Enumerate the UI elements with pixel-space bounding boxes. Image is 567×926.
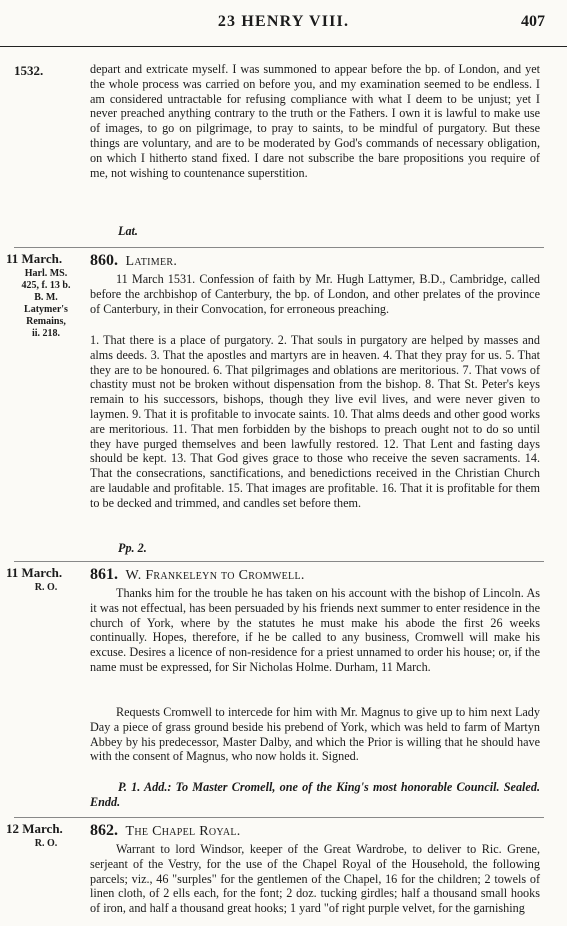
- entry-861-footnote: P. 1. Add.: To Master Cromell, one of the King's most honorable Council. Sealed. Endd.: [90, 780, 540, 809]
- entry-861-para-2: Requests Cromwell to intercede for him with Mr. Magnus to give up to him next Lady Day a piece of grass ground beside his prebend of York, which was held to farm of Martyn Abbey by his predecessor, Master Dalby, and which the Prior is willing that he should have with the consent of Magnus, who now holds it. Signed.: [90, 705, 540, 764]
- entry-862-heading: [90, 822, 540, 841]
- entry-860-para-2: 1. That there is a place of purgatory. 2. That souls in purgatory are helped by masses and alms deeds. 3. That the apostles and martyrs are in heaven. 4. That they pray for us. 5. That they are to be honoured. 6. That pilgrimages and oblations are meritorious. 7. That vows of chastity must not be broken without dispensation from the bishop. 8. That St. Peter's keys remain to his successors, bishops, though they live evil lives, and were never given to laymen. 9. That it is profitable to invocate saints. 10. That alms deeds and other good works are meritorious. 11. That men forbidden by the bishops to preach ought not to do so until they have purged themselves and been lawfully restored. 12. That Lent and fasting days should be kept. 13. That God gives grace to those who receive the seven sacraments. 14. That the consecrations, sanctifications, and benedictions received in the Christian Church are laudable and profitable. 15. That images are profitable. 16. That it is profitable for them to be decked and trimmed, and candles set before them.: [90, 333, 540, 510]
- divider: [14, 561, 544, 562]
- entry-862-number: 862.: [90, 822, 118, 839]
- continuation-text: depart and extricate myself. I was summoned to appear before the bp. of London, and yet the whole process was carried on before you, and my examination seemed to be endless. I am considered untractable for refusing compliance with what I deem to be unjust; yet I never preached anything contrary to the truth or the Fathers. I own it is lawful to make use of images, to go on pilgrimage, to pray to saints, to be mindful of purgatory. But these things are voluntary, and are to be moderated by God's commands of necessary obligation, on which I hitherto stand fixed. I dare not subscribe the bare propositions you require of me, not wishing to countenance superstition.: [90, 62, 540, 180]
- entry-860-heading: [90, 252, 540, 271]
- divider: [14, 247, 544, 248]
- entry-860-margin: [6, 252, 86, 340]
- entry-860-ref-6: ii. 218.: [31, 328, 61, 339]
- entry-860-para-1: 11 March 1531. Confession of faith by Mr. Hugh Lattymer, B.D., Cambridge, called before the archbishop of Canterbury, the bp. of London, and other prelates of the province of Canterbury, in their Convocation, for erroneous preaching.: [90, 272, 540, 316]
- entry-861-date: 11 March.: [6, 565, 63, 580]
- entry-861-para-1: Thanks him for the trouble he has taken on his account with the bishop of Lincoln. As it was not effectual, has been persuaded by his friends next summer to enter residence in the church of York, where by the statutes he must make his abode the first 26 weeks continually. Hopes, therefore, if he be called to any business, Cromwell will make his excuse. Desires a licence of non-residence for a priest unnamed to order his house; or, if the name must be expressed, for Sir Nicholas Holme. Durham, 11 March.: [90, 586, 540, 674]
- divider: [14, 817, 544, 818]
- entry-861-ref-1: R. O.: [34, 582, 58, 593]
- entry-860-title: Latimer.: [125, 254, 178, 269]
- entry-861-title: W. Frankeleyn to Cromwell.: [125, 568, 305, 583]
- entry-862-title: The Chapel Royal.: [125, 824, 241, 839]
- entry-862-para-1: Warrant to lord Windsor, keeper of the Great Wardrobe, to deliver to Ric. Grene, serjeant of the Vestry, for the use of the Chapel Royal of the Household, the following parcels; viz., 46 "surples" for the gentlemen of the Chapel, 16 for the children; 2 towels of linen cloth, of 2 ells each, for the font; 2 doz. tucking girdles; half a thousand small hooks of iron, and half a thousand great hooks; 1 yard "of right purple velvet, for the garnishing: [90, 842, 540, 916]
- page-header: [0, 0, 567, 47]
- entry-862-date: 12 March.: [6, 821, 63, 836]
- page-number: 407: [521, 13, 545, 30]
- entry-861-number: 861.: [90, 566, 118, 583]
- entry-860-footnote: Pp. 2.: [118, 541, 147, 555]
- entry-860-ref-3: B. M.: [34, 292, 58, 303]
- entry-860-ref-4: Latymer's: [24, 304, 68, 315]
- entry-861-heading: [90, 566, 540, 585]
- entry-862-margin: [6, 822, 86, 850]
- entry-861-margin: [6, 566, 86, 594]
- continuation-signature: Lat.: [118, 224, 138, 238]
- entry-860-number: 860.: [90, 252, 118, 269]
- entry-862-ref-1: R. O.: [34, 838, 58, 849]
- entry-860-ref-1: Harl. MS.: [24, 268, 68, 279]
- entry-860-ref-5: Remains,: [26, 316, 66, 327]
- running-title: 23 HENRY VIII.: [217, 13, 350, 30]
- page-year: 1532.: [14, 63, 44, 78]
- entry-860-ref-2: 425, f. 13 b.: [21, 280, 71, 291]
- entry-860-date: 11 March.: [6, 251, 63, 266]
